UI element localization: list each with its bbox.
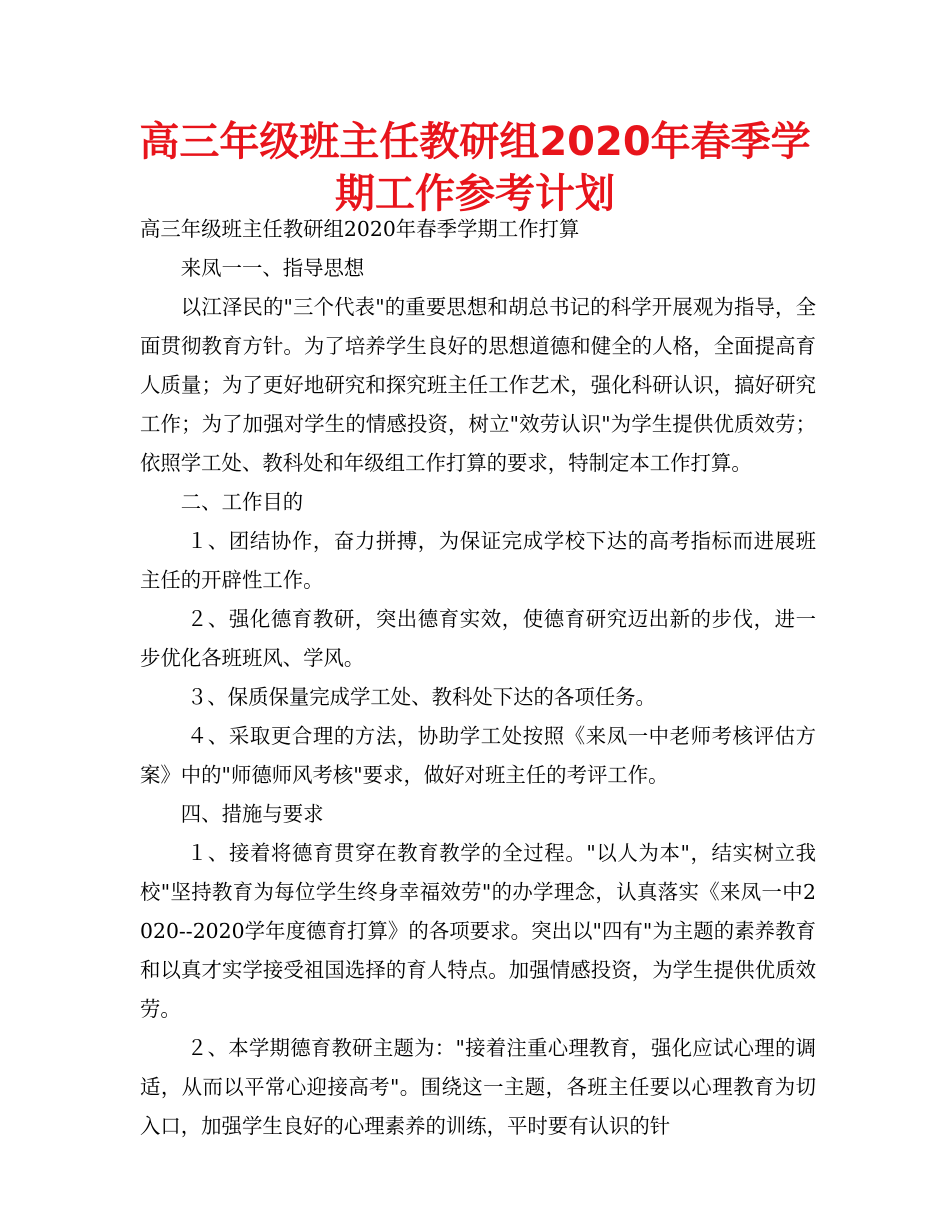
paragraph-guiding-ideology: 以江泽民的"三个代表"的重要思想和胡总书记的科学开展观为指导，全面贯彻教育方针。为了培养学生良好的思想道德和健全的人格，全面提高育人质量；为了更好地研究和探究班主任工作艺术，强化科研认识，搞好研究工作；为了加强对学生的情感投资，树立"效劳认识"为学生提供优质效劳；依照学工处、教科处和年级组工作打算的要求，特制定本工作打算。 (140, 295, 816, 475)
measure-item-1: １、接着将德育贯穿在教育教学的全过程。"以人为本"，结实树立我校"坚持教育为每位学生终身幸福效劳"的办学理念，认真落实《来凤一中2020--2020学年度德育打算》的各项要求。突出以"四有"为主题的素养教育和以真才实学接受祖国选择的育人特点。加强情感投资，为学生提供优质效劳。 (140, 841, 816, 1021)
goal-item-3: ３、保质保量完成学工处、教科处下达的各项任务。 (186, 685, 656, 709)
document-body (140, 210, 816, 1146)
goal-item-1: １、团结协作，奋力拼搏，为保证完成学校下达的高考指标而进展班主任的开辟性工作。 (140, 529, 816, 592)
document-title: 高三年级班主任教研组2020年春季学期工作参考计划 (139, 119, 811, 217)
document-subtitle: 高三年级班主任教研组2020年春季学期工作打算 (140, 217, 580, 241)
goal-item-4: ４、采取更合理的方法，协助学工处按照《来凤一中老师考核评估方案》中的"师德师风考核"要求，做好对班主任的考评工作。 (140, 724, 816, 787)
goal-item-2: ２、强化德育教研，突出德育实效，使德育研究迈出新的步伐，进一步优化各班班风、学风。 (140, 607, 816, 670)
measure-item-2: ２、本学期德育教研主题为："接着注重心理教育，强化应试心理的调适，从而以平常心迎接高考"。围绕这一主题，各班主任要以心理教育为切入口，加强学生良好的心理素养的训练，平时要有认识的针 (140, 1036, 816, 1138)
section-heading-guiding-ideology: 来凤一一、指导思想 (180, 256, 365, 280)
section-heading-measures: 四、措施与要求 (180, 802, 324, 826)
section-heading-work-goals: 二、工作目的 (180, 490, 304, 514)
